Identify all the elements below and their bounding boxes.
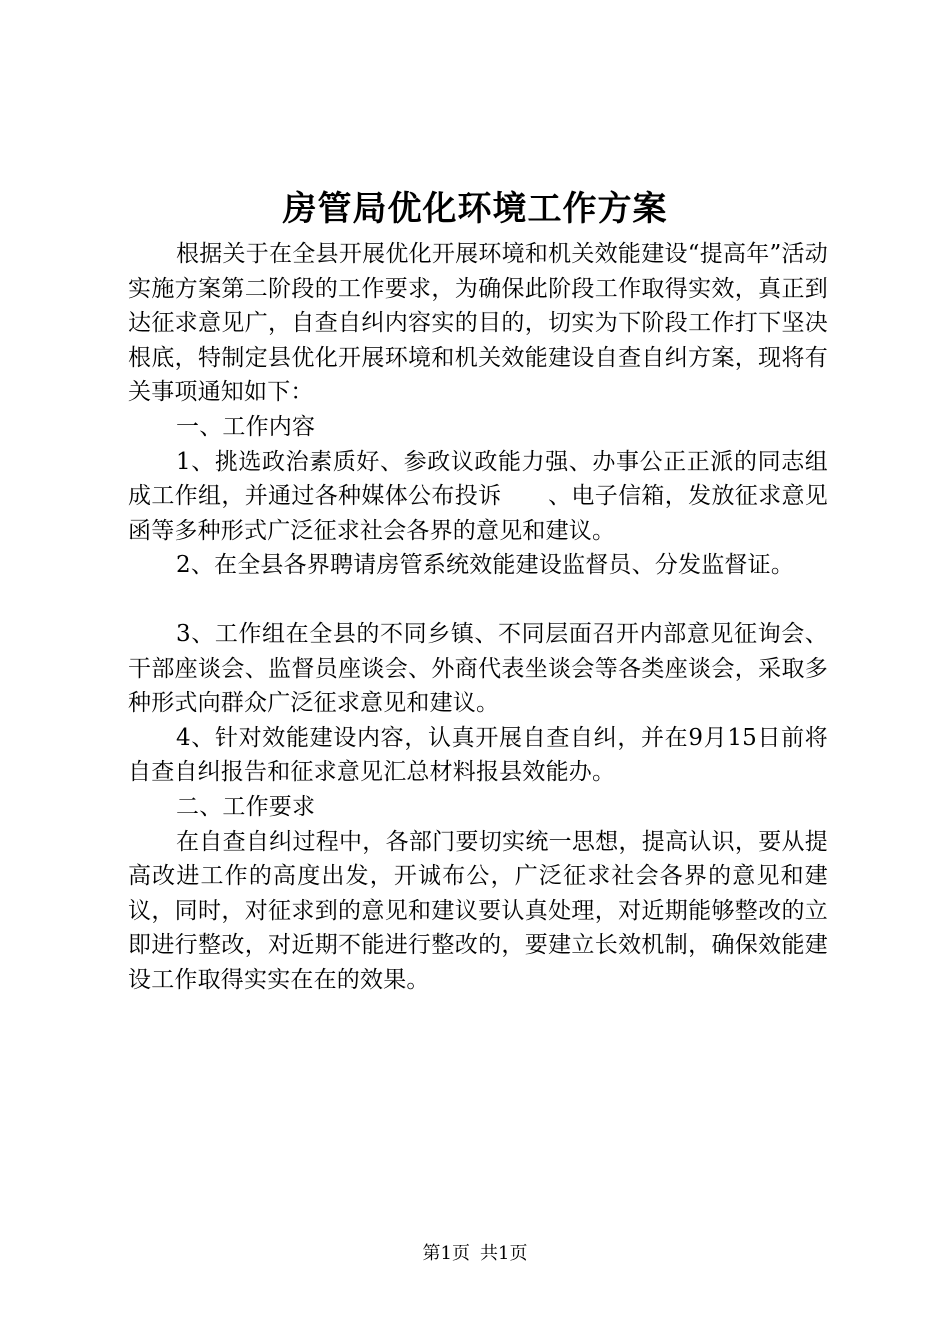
paragraph-gap	[128, 583, 828, 617]
work-item-1: 1、挑选政治素质好、参政议政能力强、办事公正正派的同志组成工作组，并通过各种媒体公布投诉 、电子信箱，发放征求意见函等多种形式广泛征求社会各界的意见和建议。	[128, 448, 828, 544]
section-heading-work-content: 一、工作内容	[176, 413, 316, 440]
requirements-paragraph: 在自查自纠过程中，各部门要切实统一思想，提高认识，要从提高改进工作的高度出发，开诚布公，广泛征求社会各界的意见和建议，同时，对征求到的意见和建议要认真处理，对近期能够整改的立即进行整改，对近期不能进行整改的，要建立长效机制，确保效能建设工作取得实实在在的效果。	[128, 828, 828, 993]
total-pages: 共1页	[480, 1243, 528, 1264]
work-item-3: 3、工作组在全县的不同乡镇、不同层面召开内部意见征询会、干部座谈会、监督员座谈会、外商代表坐谈会等各类座谈会，采取多种形式向群众广泛征求意见和建议。	[128, 620, 828, 717]
work-item-4: 4、针对效能建设内容，认真开展自查自纠，并在9月15日前将自查自纠报告和征求意见汇总材料报县效能办。	[128, 724, 828, 786]
section-heading-work-requirements: 二、工作要求	[176, 793, 316, 820]
intro-paragraph: 根据关于在全县开展优化开展环境和机关效能建设“提高年”活动实施方案第二阶段的工作要求，为确保此阶段工作取得实效，真正到达征求意见广，自查自纠内容实的目的，切实为下阶段工作打下坚决根底，特制定县优化开展环境和机关效能建设自查自纠方案，现将有关事项通知如下：	[128, 241, 828, 406]
document-title: 房管局优化环境工作方案	[282, 189, 668, 229]
work-item-2: 2、在全县各界聘请房管系统效能建设监督员、分发监督证。	[176, 552, 795, 579]
page-footer	[0, 1240, 950, 1268]
document-body	[128, 237, 828, 997]
page-number: 第1页	[422, 1243, 470, 1264]
